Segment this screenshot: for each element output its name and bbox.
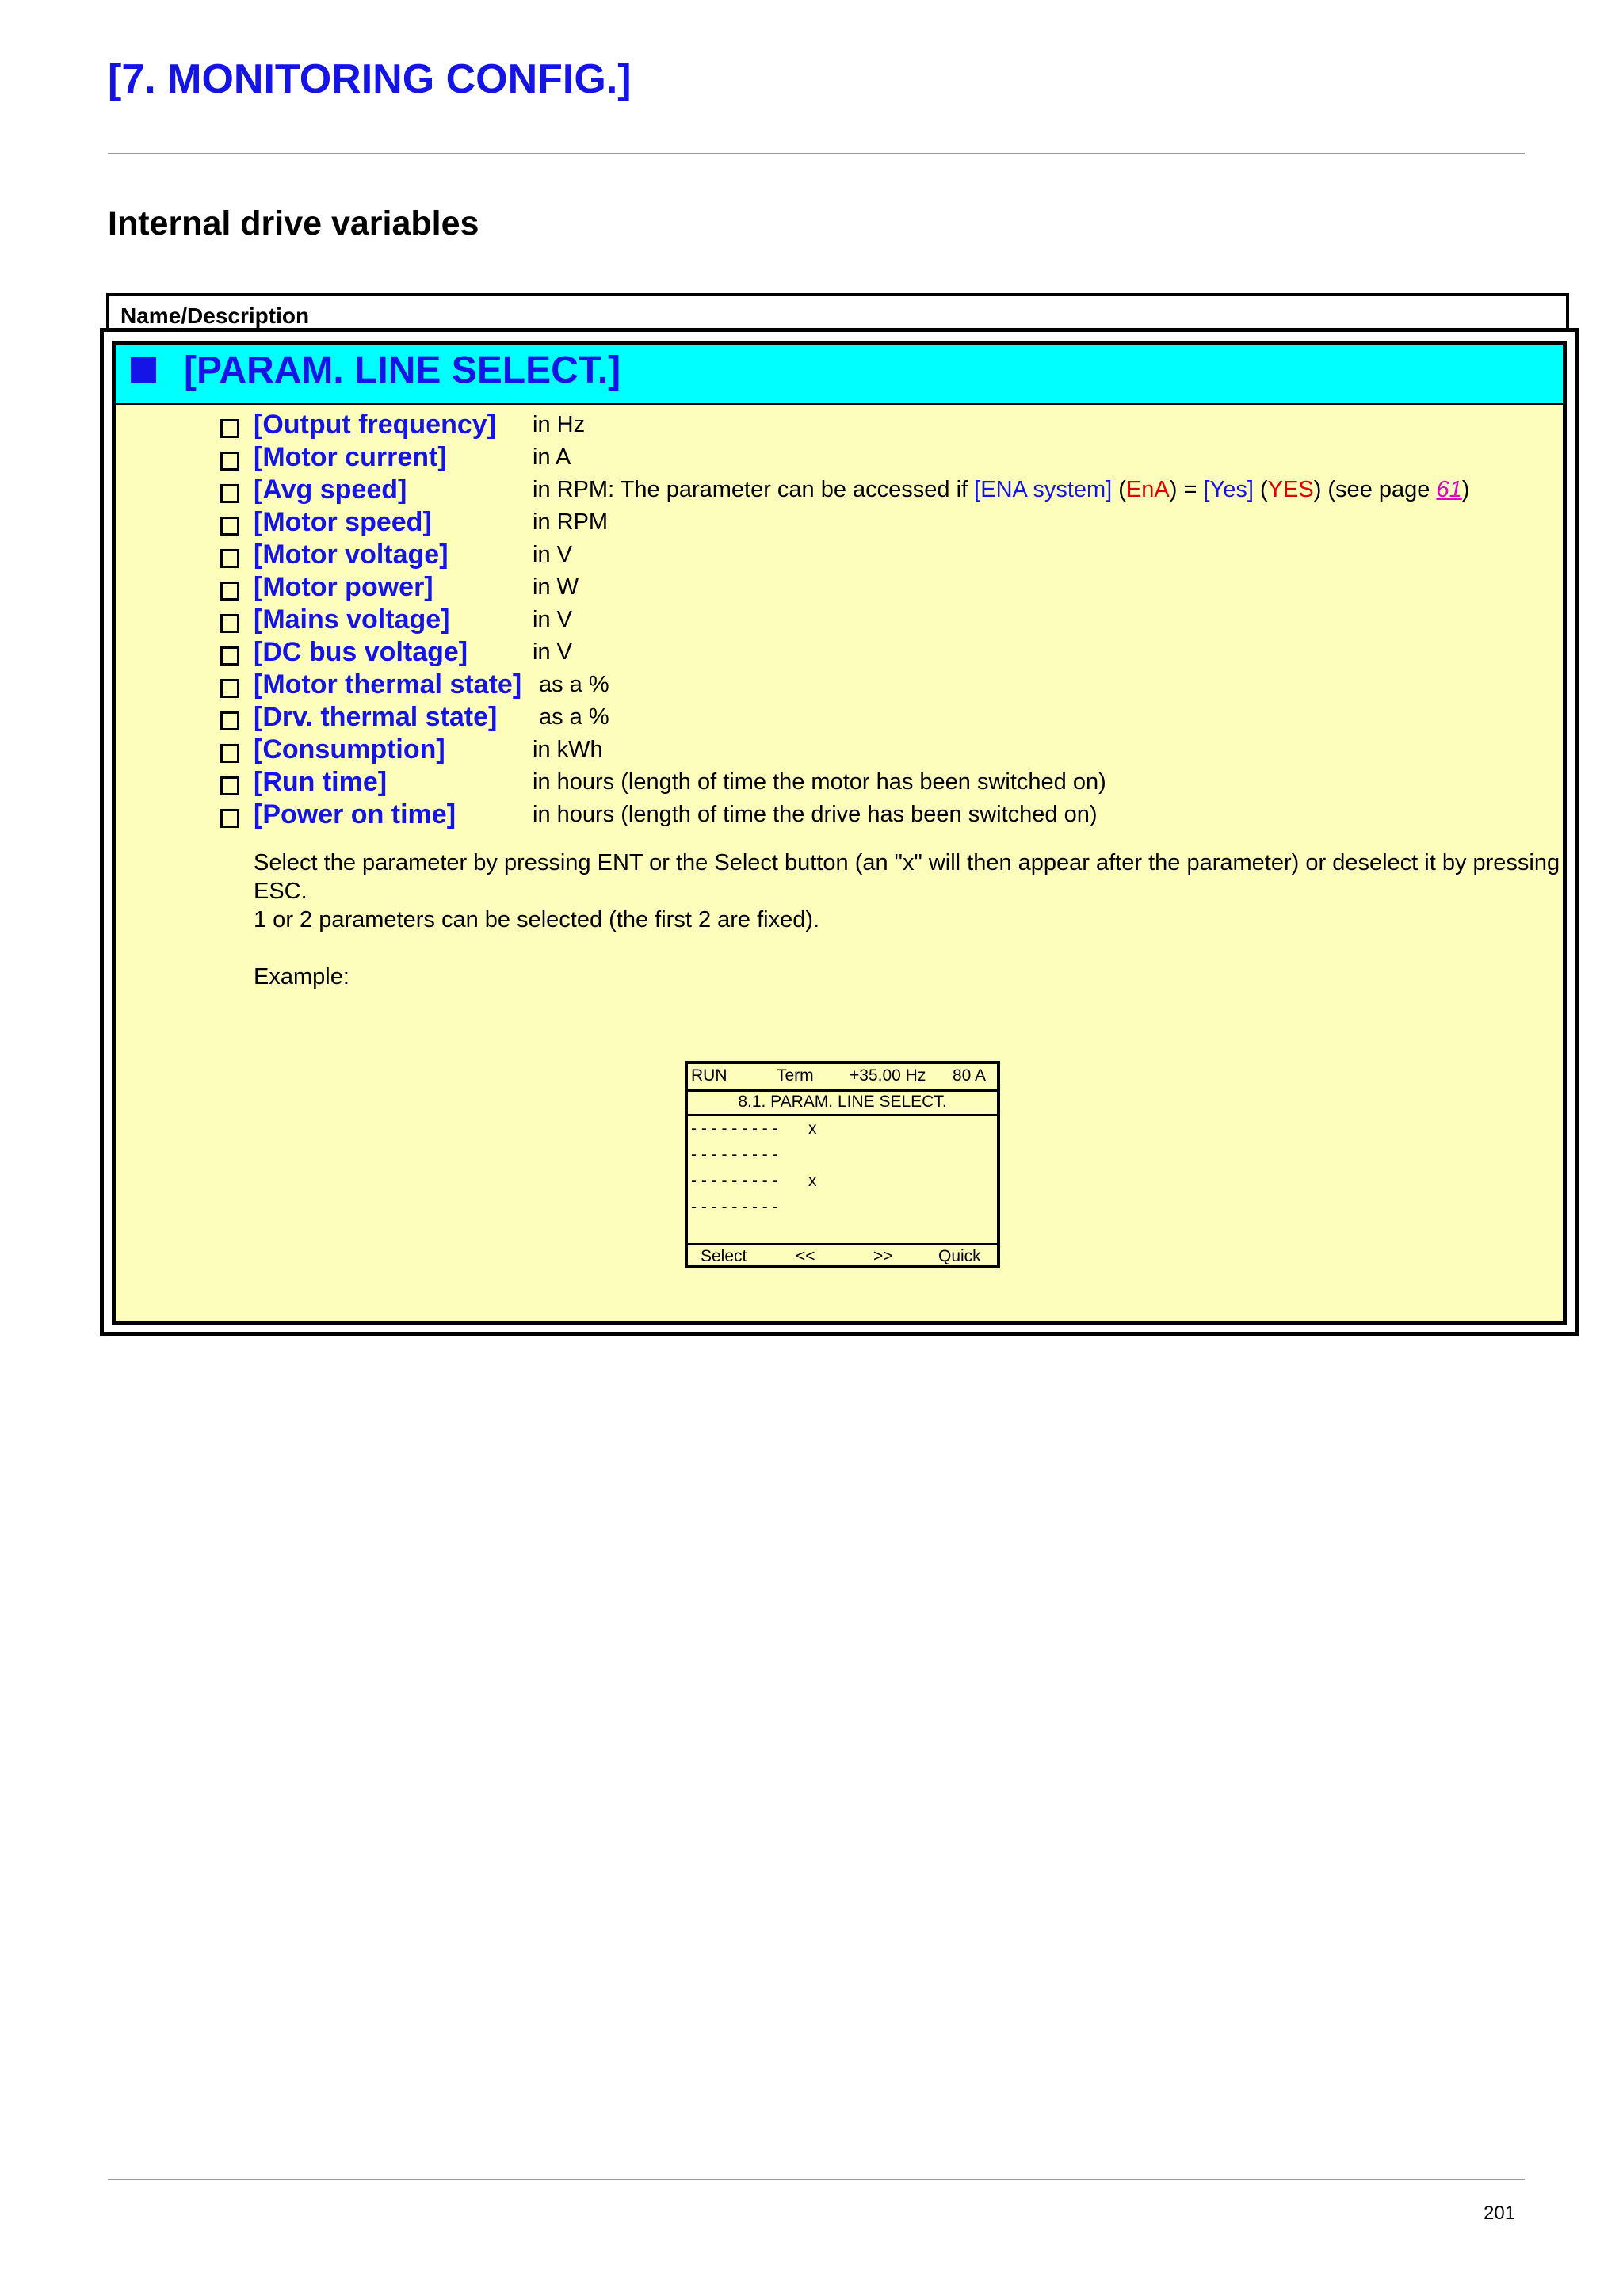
display-row-dashes: - - - - - - - - - <box>691 1119 778 1138</box>
option-description: in A <box>533 444 571 470</box>
checkbox-icon <box>220 614 239 633</box>
checkbox-icon <box>220 809 239 828</box>
option-label: [Motor voltage] <box>254 540 449 570</box>
checkbox-icon <box>220 646 239 666</box>
display-row-mark: x <box>808 1119 817 1138</box>
option-description: as a % <box>539 672 609 697</box>
option-row <box>0 410 1585 442</box>
option-row <box>0 442 1585 475</box>
display-row <box>688 1144 997 1168</box>
option-description: in V <box>533 639 572 665</box>
display-status-mode: RUN <box>691 1066 727 1085</box>
option-row <box>0 572 1585 605</box>
option-label: [Drv. thermal state] <box>254 702 498 732</box>
option-description: in V <box>533 607 572 632</box>
checkbox-icon <box>220 776 239 795</box>
display-status-current: 80 A <box>953 1066 987 1085</box>
option-description: in kWh <box>533 737 603 762</box>
checkbox-icon <box>220 549 239 568</box>
display-right-key: >> <box>873 1247 893 1265</box>
option-description: in hours (length of time the motor has been switched on) <box>533 769 1106 795</box>
display-row-dashes: - - - - - - - - - <box>691 1172 778 1190</box>
option-description: in hours (length of time the drive has been switched on) <box>533 802 1098 827</box>
option-label: [Motor speed] <box>254 507 432 537</box>
ena-code: EnA <box>1125 477 1170 502</box>
display-row-mark: x <box>808 1172 817 1190</box>
paren-close: ) <box>1461 477 1470 502</box>
checkbox-icon <box>220 517 239 536</box>
checkbox-icon <box>220 582 239 601</box>
option-row <box>0 702 1585 734</box>
see-page-text: ) (see page <box>1313 477 1437 502</box>
checkbox-icon <box>220 484 239 503</box>
ena-system-reference: [ENA system] <box>974 477 1113 502</box>
option-description: in V <box>533 542 572 567</box>
display-row <box>688 1118 997 1142</box>
page-title: [7. MONITORING CONFIG.] <box>108 56 632 102</box>
description-text: in RPM: The parameter can be accessed if <box>533 477 975 502</box>
display-row-dashes: - - - - - - - - - <box>691 1146 778 1164</box>
menu-square-icon <box>131 357 156 383</box>
instruction-text: ESC. <box>254 879 307 904</box>
page-link[interactable]: 61 <box>1436 477 1462 502</box>
display-status-frequency: +35.00 Hz <box>850 1066 926 1085</box>
page-number: 201 <box>1484 2203 1516 2224</box>
instruction-text: Select the parameter by pressing ENT or the Select button (an "x" will then appear after the parameter) or deselect it by pressing <box>254 850 1560 875</box>
option-description <box>533 477 1469 503</box>
keypad-display <box>685 1061 1000 1268</box>
example-label: Example: <box>254 964 349 990</box>
checkbox-icon <box>220 452 239 471</box>
display-row <box>688 1196 997 1220</box>
option-row <box>0 734 1585 767</box>
option-row <box>0 605 1585 637</box>
instruction-text: 1 or 2 parameters can be selected (the first 2 are fixed). <box>254 907 820 933</box>
option-label: [Output frequency] <box>254 410 496 440</box>
yes-reference: [Yes] <box>1203 477 1254 502</box>
yes-code: YES <box>1267 477 1314 502</box>
display-menu-title: 8.1. PARAM. LINE SELECT. <box>688 1089 997 1116</box>
option-label: [Motor power] <box>254 572 433 602</box>
checkbox-icon <box>220 711 239 730</box>
display-status-channel: Term <box>777 1066 814 1085</box>
option-label: [Power on time] <box>254 799 456 830</box>
option-label: [DC bus voltage] <box>254 637 468 667</box>
option-description: as a % <box>539 704 609 730</box>
display-function-bar <box>688 1243 997 1271</box>
checkbox-icon <box>220 679 239 698</box>
display-status-bar <box>688 1064 997 1092</box>
checkbox-icon <box>220 419 239 438</box>
option-row <box>0 637 1585 669</box>
option-label: [Mains voltage] <box>254 605 450 635</box>
table-header: Name/Description <box>106 293 1569 328</box>
option-row <box>0 799 1585 832</box>
option-row <box>0 669 1585 702</box>
display-quick-key: Quick <box>938 1247 981 1265</box>
option-row <box>0 475 1585 507</box>
option-label: [Consumption] <box>254 734 445 765</box>
option-description: in RPM <box>533 509 609 535</box>
option-description: in W <box>533 574 579 600</box>
display-row-dashes: - - - - - - - - - <box>691 1198 778 1216</box>
option-label: [Avg speed] <box>254 475 407 505</box>
option-label: [Motor current] <box>254 442 447 472</box>
paren-open: ( <box>1112 477 1126 502</box>
option-row <box>0 767 1585 799</box>
paren-open: ( <box>1253 477 1268 502</box>
option-description: in Hz <box>533 412 586 437</box>
equals-text: ) = <box>1169 477 1204 502</box>
option-label: [Run time] <box>254 767 388 797</box>
section-title: Internal drive variables <box>108 204 479 242</box>
option-row <box>0 540 1585 572</box>
bottom-divider <box>108 2179 1525 2180</box>
display-left-key: << <box>796 1247 815 1265</box>
checkbox-icon <box>220 744 239 763</box>
display-select-key: Select <box>701 1247 747 1265</box>
option-label: [Motor thermal state] <box>254 669 522 700</box>
top-divider <box>108 153 1525 154</box>
display-row <box>688 1170 997 1194</box>
option-row <box>0 507 1585 540</box>
parameter-title: [PARAM. LINE SELECT.] <box>184 349 621 391</box>
